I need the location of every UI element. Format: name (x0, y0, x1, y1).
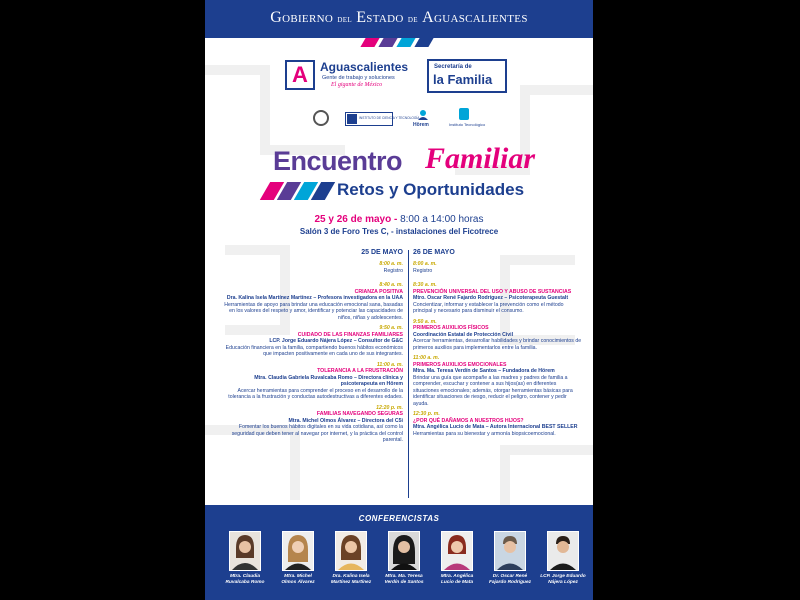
speaker-card (272, 531, 324, 586)
event-speaker: Mtra. Ma. Teresa Verdín de Santos – Fundadora de Hörem (413, 368, 555, 374)
speakers-section (205, 505, 593, 600)
event-time: 12:30 p. m. (413, 411, 440, 417)
aguascalientes-a-mark: A (285, 60, 315, 90)
speaker-name-line2: Olmos Álvarez (281, 579, 315, 585)
speaker-photo (441, 531, 473, 571)
speaker-name-line2: Verdín de Santos (384, 579, 424, 585)
day1-event (219, 325, 403, 358)
speaker-photo (494, 531, 526, 571)
event-title: FAMILIAS NAVEGANDO SEGURAS (316, 411, 403, 417)
event-desc: Educación financiera en la familia, compartiendo buenos hábitos económicos que impacten positivamente en cada uno de sus integrantes. (225, 344, 403, 357)
event-time: 11:00 a. m. (376, 361, 403, 368)
title-word-estado: Estado (356, 9, 404, 26)
person-silhouette-icon (283, 532, 313, 570)
secretaria-logo-top: Secretaría de (434, 64, 472, 70)
aguascalientes-logo-name: Aguascalientes (320, 60, 409, 74)
day2-event (413, 282, 583, 315)
day2-event (413, 355, 583, 407)
event-time: 8:30 a. m. (413, 282, 437, 288)
day1-event (219, 261, 403, 274)
title-subtitle: Retos y Oportunidades (337, 180, 525, 199)
horem-logo-label: Hörem (413, 122, 429, 128)
title-familiar: Familiar (425, 142, 536, 175)
person-silhouette-icon (548, 532, 578, 570)
day2-event (413, 261, 583, 274)
event-title: TOLERANCIA A LA FRUSTRACIÓN (317, 368, 403, 374)
speaker-photo (282, 531, 314, 571)
title-encuentro: Encuentro (273, 146, 403, 176)
institution-science-logo (345, 112, 420, 126)
speaker-name-line2: Nájera López (548, 579, 578, 585)
speaker-name-line1: Mtra. Ma. Teresa (385, 574, 423, 579)
event-title: PRIMEROS AUXILIOS EMOCIONALES (413, 361, 507, 368)
aguascalientes-logo-tagline: Gente de trabajo y soluciones (322, 75, 395, 81)
event-time: 8:00 a. m. (379, 261, 403, 267)
institution-seal-icon (313, 110, 329, 126)
person-silhouette-icon (442, 532, 472, 570)
speaker-name-line2: Fajardo Rodríguez (488, 579, 532, 585)
poster (205, 0, 593, 600)
header-banner (205, 0, 593, 38)
speaker-photo (388, 531, 420, 571)
event-title: PRIMEROS AUXILIOS FÍSICOS (413, 325, 489, 331)
speaker-name-line2: Ruvalcaba Romo (225, 579, 265, 585)
event-desc: Registro (413, 267, 433, 274)
day1-event (219, 405, 403, 444)
program-day1 (219, 248, 403, 444)
event-desc: Registro (383, 267, 403, 274)
event-desc: Brindar una guía que acompañe a las madres y padres de familia a comprender, escuchar y contener a sus hijos(as) en diferentes situaciones emocionales; además, otorgar herramientas básicas para identificar situaciones de riesgo, reducir el peligro, contener y pedir ayuda. (413, 374, 573, 407)
speakers-title: CONFERENCISTAS (358, 514, 440, 523)
event-place: Salón 3 de Foro Tres C, - instalaciones del Ficotrece (299, 227, 499, 236)
event-dates: 25 y 26 de mayo (314, 214, 392, 225)
speaker-card (537, 531, 589, 586)
event-time: 11:00 a. m. (413, 355, 440, 361)
event-date-line (205, 214, 593, 225)
event-desc: Herramientas para su bienestar y armonía biopsicoemocional. (413, 430, 556, 437)
event-speaker: Mtro. Oscar René Fajardo Rodríguez – Psicoterapeuta Guestalt (413, 295, 569, 301)
event-hours: 8:00 a 14:00 horas (400, 214, 484, 225)
speaker-card (325, 531, 377, 586)
day1-label: 25 DE MAYO (361, 249, 403, 256)
day1-event (219, 362, 403, 401)
aguascalientes-logo (285, 60, 423, 94)
speaker-name-line1: Dra. Kalina Isela (332, 574, 370, 579)
event-desc: Acercar herramientas, desarrollar habilidades y brindar conocimientos de primeros auxilios para implementarlos entre la familia. (413, 338, 582, 351)
event-speaker: Mtra. Claudia Gabriela Ruvalcaba Romo – Directora clínica y psicoterapeuta en Hörem (254, 374, 403, 387)
speaker-photo (335, 531, 367, 571)
speaker-name-line2: Martínez Martínez (330, 579, 372, 585)
event-time: 8:00 a. m. (413, 261, 437, 267)
secretaria-logo-main: la Familia (433, 72, 493, 87)
event-desc: Concientizar, informar y establecer la prevención como el método principal y necesario para disminuir el consumo. (413, 301, 564, 314)
day2-event (413, 319, 583, 352)
speaker-name-line1: Mtra. Claudia (229, 574, 261, 579)
event-desc: Fomentar los buenos hábitos digitales en su vida cotidiana, así como la seguridad que deben tener al navegar por internet, y la práctica del control parental. (231, 424, 403, 443)
speaker-card (378, 531, 430, 586)
speaker-name-line1: Dr. Oscar René (492, 574, 528, 579)
secretaria-familia-logo (427, 59, 507, 93)
event-time: 9:50 a. m. (379, 325, 403, 331)
person-silhouette-icon (230, 532, 260, 570)
event-speaker: LCP. Jorge Eduardo Nájera López – Consultor de G&C (269, 338, 403, 344)
horem-logo-icon (417, 108, 429, 120)
event-speaker: Dra. Kalina Isela Martínez Martínez – Profesora investigadora en la UAA (226, 295, 403, 301)
event-speaker: Coordinación Estatal de Protección Civil (413, 331, 514, 338)
speaker-card (484, 531, 536, 586)
event-desc: Herramientas de apoyo para brindar una educación emocional sana, basadas en los valores del respeto y amor, identificar y potenciar las capacidades de niños, niñas y adolescentes. (224, 301, 403, 321)
event-time: 9:50 a. m. (413, 318, 437, 325)
institution-science-label: INSTITUTO DE CIENCIA Y TECNOLOGÍA (359, 116, 420, 120)
speaker-card (219, 531, 271, 586)
science-logo-mark-icon (347, 114, 357, 124)
person-silhouette-icon (389, 532, 419, 570)
event-desc: Acercar herramientas para comprender el proceso en el desarrollo de la tolerancia a la frustración y conductas autodestructivas a diferentes edades. (228, 387, 403, 400)
speaker-name-line1: LCP. Jorge Eduardo (540, 574, 586, 579)
aguascalientes-logo-slogan: El gigante de México (331, 82, 383, 88)
person-silhouette-icon (336, 532, 366, 570)
event-separator: - (391, 214, 401, 225)
instituto-logo-icon (459, 108, 469, 120)
program-day2 (413, 248, 583, 437)
event-title: CUIDADO DE LAS FINANZAS FAMILIARES (297, 331, 403, 338)
day2-event (413, 411, 583, 437)
speaker-card (431, 531, 483, 586)
event-time: 8:40 a. m. (379, 282, 403, 288)
instituto-logo-label: Instituto Tecnológico (449, 122, 486, 127)
event-title: ¿POR QUÉ DAÑAMOS A NUESTROS HIJOS? (413, 417, 524, 424)
speaker-name-line1: Mtra. Michel (284, 574, 312, 579)
title-word-del: del (337, 14, 352, 25)
program-divider (408, 250, 409, 498)
person-silhouette-icon (495, 532, 525, 570)
day2-label: 26 DE MAYO (413, 249, 455, 256)
event-speaker: Mtra. Angélica Lucio de Mata – Autora Internacional BEST SELLER (413, 424, 578, 430)
event-title: PREVENCIÓN UNIVERSAL DEL USO Y ABUSO DE SUSTANCIAS (413, 288, 572, 295)
event-time: 12:20 p. m. (376, 404, 403, 411)
speaker-photo (229, 531, 261, 571)
speaker-name-line2: Lucio de Mata (441, 579, 473, 585)
speaker-photo (547, 531, 579, 571)
title-word-gobierno: Gobierno (270, 9, 334, 26)
title-word-aguascalientes: Aguascalientes (422, 9, 528, 26)
government-title (205, 9, 593, 27)
day1-event (219, 282, 403, 321)
event-title: CRIANZA POSITIVA (354, 288, 403, 295)
event-speaker: Mtra. Michel Olmos Álvarez – Directora del C5i (288, 417, 403, 424)
speaker-name-line1: Mtra. Angélica (440, 574, 474, 579)
title-word-de: de (407, 14, 418, 25)
